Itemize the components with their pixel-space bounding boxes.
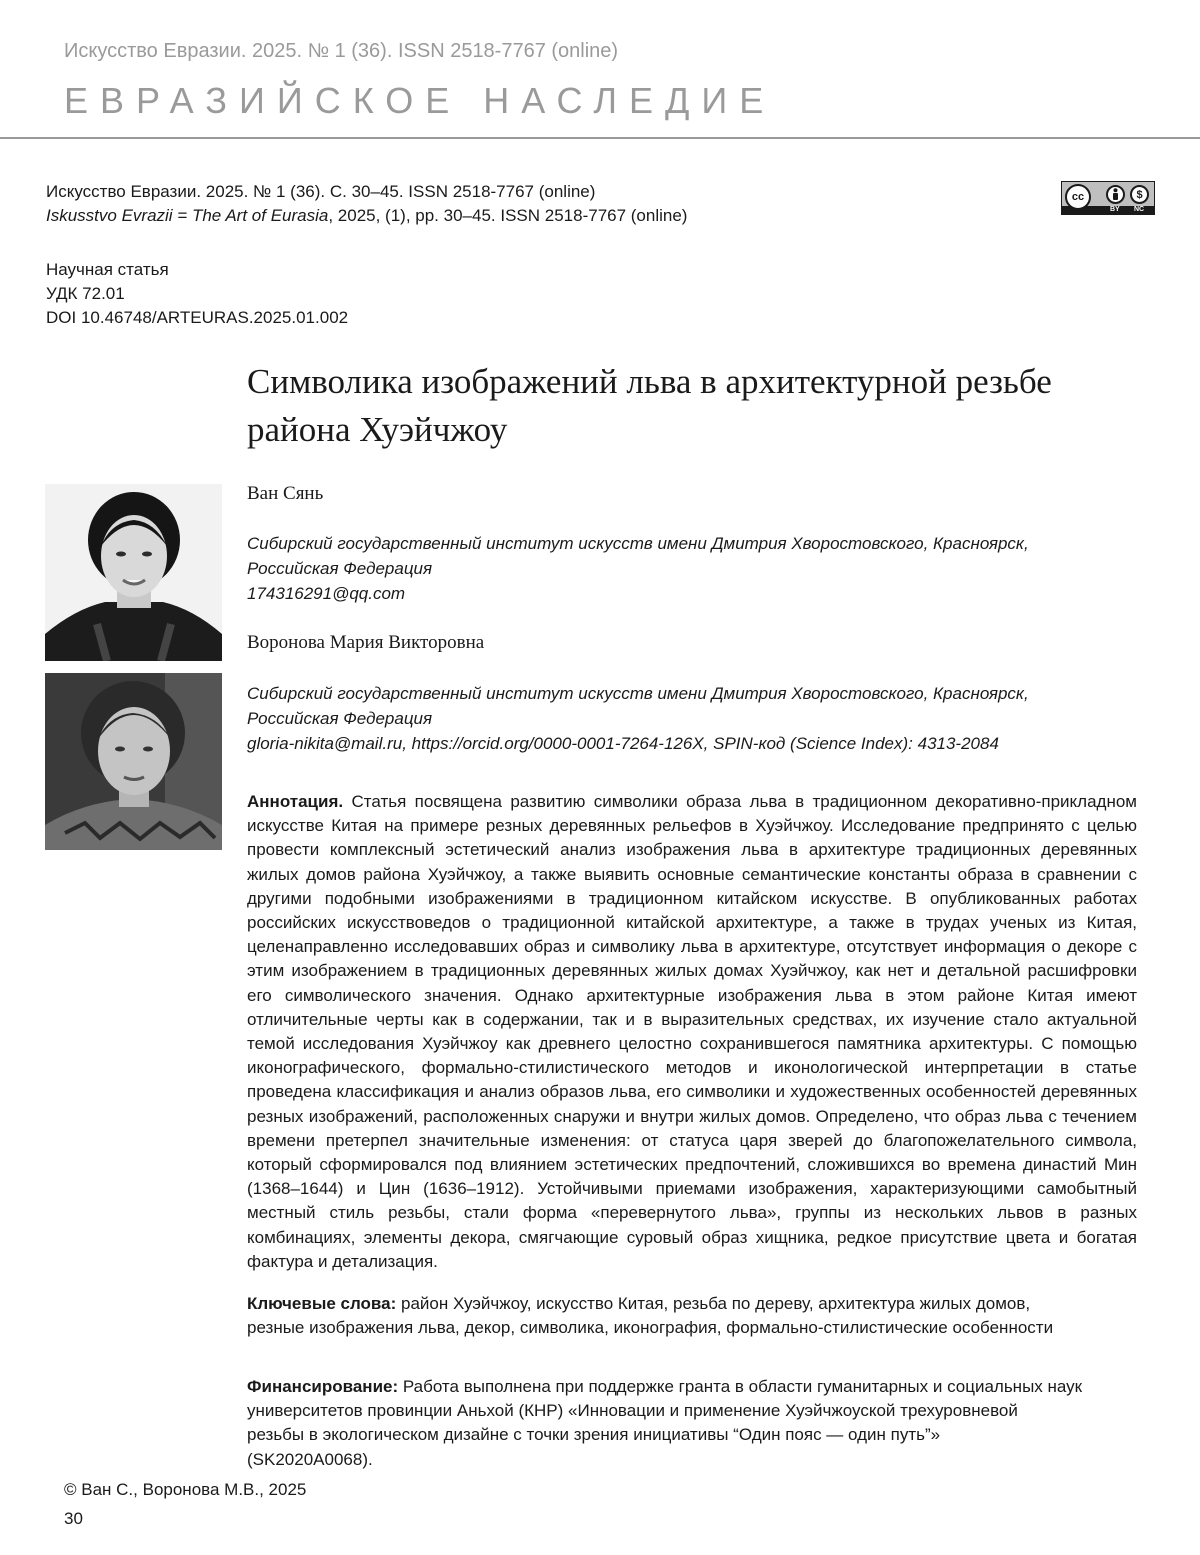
abstract	[247, 790, 1137, 1274]
author-name-2: Воронова Мария Викторовна	[247, 632, 485, 653]
author-contact-2[interactable]: gloria-nikita@mail.ru, https://orcid.org/0000-0001-7264-126X, SPIN-код (Science Index): 4313-2084	[247, 734, 999, 753]
article-title	[247, 358, 1167, 454]
cc-by-label: BY	[1110, 206, 1120, 213]
funding-text-4: (SK2020A0068).	[247, 1449, 373, 1469]
page-number: 30	[64, 1509, 83, 1528]
author-email-1[interactable]: 174316291@qq.com	[247, 584, 406, 603]
citation-en	[46, 204, 687, 228]
udk: УДК 72.01	[46, 284, 125, 303]
keywords-text-2: резные изображения льва, декор, символика, иконография, формально-стилистические особенности	[247, 1318, 1054, 1338]
keywords-label: Ключевые слова:	[247, 1294, 397, 1313]
article-type: Научная статья	[46, 260, 169, 279]
abstract-label: Аннотация.	[247, 792, 344, 811]
funding-text-2: университетов провинции Аньхой (КНР) «Инновации и применение Хуэйчжоуской трехуровневой	[247, 1401, 1018, 1421]
funding	[247, 1375, 1127, 1472]
citation-en-journal: Iskusstvo Evrazii = The Art of Eurasia	[46, 206, 329, 225]
affiliation-line: Российская Федерация	[247, 709, 433, 728]
header-divider	[0, 137, 1200, 139]
keywords	[247, 1292, 1137, 1340]
affiliation-line: Российская Федерация	[247, 559, 433, 578]
cc-license-badge[interactable]	[1061, 181, 1155, 215]
author-affiliation-2	[247, 681, 1107, 756]
person-icon	[1106, 185, 1125, 204]
author-affiliation-1	[247, 531, 1107, 606]
doi: DOI 10.46748/ARTEURAS.2025.01.002	[46, 308, 349, 327]
affiliation-line: Сибирский государственный институт искусств имени Дмитрия Хворостовского, Красноярск,	[247, 534, 1029, 553]
article-meta	[46, 258, 348, 330]
copyright: © Ван С., Воронова М.В., 2025	[64, 1480, 307, 1499]
funding-label: Финансирование:	[247, 1377, 399, 1396]
author-photo-wang	[45, 484, 222, 661]
no-dollar-icon: $	[1130, 185, 1149, 204]
citation-ru: Искусство Евразии. 2025. № 1 (36). С. 30–45. ISSN 2518-7767 (online)	[46, 182, 596, 201]
title-line: Символика изображений льва в архитектурной резьбе	[247, 362, 1052, 401]
citation-en-rest: , 2025, (1), pp. 30–45. ISSN 2518-7767 (online)	[328, 206, 688, 225]
cc-nc-label: NC	[1134, 206, 1145, 213]
journal-header-line: Искусство Евразии. 2025. № 1 (36). ISSN 2518-7767 (online)	[64, 40, 619, 62]
title-line: района Хуэйчжоу	[247, 410, 508, 449]
author-photo-voronova	[45, 673, 222, 850]
abstract-text: Статья посвящена развитию символики образа льва в традиционном декоративно-прикладном искусстве Китая на примере резных деревянных рельефов в Хуэйчжоу. Исследование предпринято с целью провести комплексный эстетический анализ изображения льва в архитектуре традиционных деревянных жилых домов района Хуэйчжоу, а также выявить основные семантические константы образа в сравнении с другими подобными изображениями в традиционном китайском искусстве. В опубликованных работах российских искусствоведов о традиционной китайской архитектуре, а также в трудах ученых из Китая, целенаправленно исследовавших образ и символику льва в архитектуре, отсутствует информация о декоре с этим изображением в традиционных деревянных жилых домах Хуэйчжоу, как нет и детальной расшифровки его символического значения. Однако архитектурные изображения льва в этом районе Китая имеют отличительные черты как в содержании, так и в выразительных средствах, их изучение стало актуальной темой исследования Хуэйчжоу как древнего целостно сохранившегося памятника архитектуры. С помощью иконографического, формально-стилистического методов и иконологической интерпретации в статье проведена классификация и анализ образов льва, его символики и художественных особенностей деревянных резных изображений, расположенных снаружи и внутри жилых домов. Определено, что образ льва с течением времени претерпел значительные изменения: от статуса царя зверей до благопожелательного символа, который сформировался под влиянием эстетических предпочтений, сложившихся во времена династий Мин (1368–1644) и Цин (1636–1912). Устойчивыми приемами изображения, характеризующими самобытный местный стиль резьбы, стали форма «перевернутого льва», группы из нескольких львов в разных комбинациях, элементы декора, смягчающие суровый образ хищника, редкое присутствие цвета и богатая фактура и детализация.	[247, 792, 1137, 1271]
funding-text-3: резьбы в экологическом дизайне с точки зрения инициативы “Один пояс — один путь”»	[247, 1425, 941, 1445]
section-title: ЕВРАЗИЙСКОЕ НАСЛЕДИЕ	[64, 80, 776, 121]
author-name-1: Ван Сянь	[247, 483, 324, 504]
keywords-text: район Хуэйчжоу, искусство Китая, резьба по дереву, архитектура жилых домов,	[401, 1294, 1031, 1313]
citation-block	[46, 180, 687, 228]
funding-text: Работа выполнена при поддержке гранта в области гуманитарных и социальных наук	[402, 1377, 1083, 1396]
creative-commons-icon: cc	[1065, 184, 1091, 210]
affiliation-line: Сибирский государственный институт искусств имени Дмитрия Хворостовского, Красноярск,	[247, 684, 1029, 703]
